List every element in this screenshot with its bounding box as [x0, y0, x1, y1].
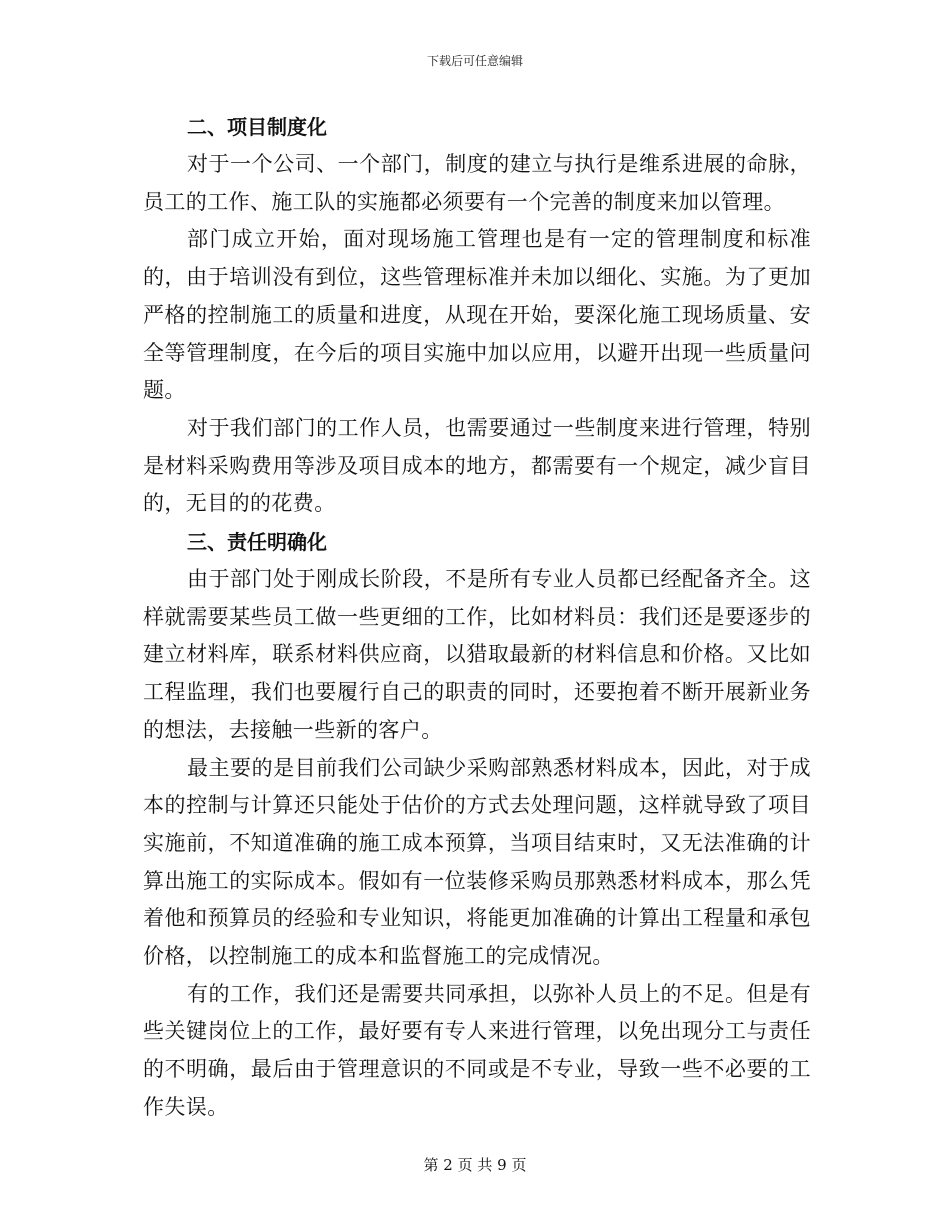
paragraph: 最主要的是目前我们公司缺少采购部熟悉材料成本，因此，对于成本的控制与计算还只能处于估价的方式去处理问题，这样就导致了项目实施前，不知道准确的施工成本预算，当项目结束时，又无法准确的计算出施工的实际成本。假如有一位装修采购员那熟悉材料成本，那么凭着他和预算员的经验和专业知识，将能更加准确的计算出工程量和承包价格，以控制施工的成本和监督施工的完成情况。	[143, 755, 811, 969]
paragraph: 有的工作，我们还是需要共同承担，以弥补人员上的不足。但是有些关键岗位上的工作，最好要有专人来进行管理，以免出现分工与责任的不明确，最后由于管理意识的不同或是不专业，导致一些不必要的工作失误。	[143, 981, 811, 1119]
section-heading: 三、责任明确化	[187, 530, 327, 555]
paragraph: 对于一个公司、一个部门，制度的建立与执行是维系进展的命脉，员工的工作、施工队的实施都必须要有一个完善的制度来加以管理。	[143, 152, 811, 214]
document-body	[143, 108, 811, 1127]
section-heading: 二、项目制度化	[187, 115, 327, 139]
page-number-footer: 第 2 页 共 9 页	[423, 1156, 527, 1174]
section-responsibility	[143, 523, 811, 1127]
header-note: 下载后可任意编辑	[426, 54, 523, 68]
section-project-system	[143, 108, 811, 523]
paragraph: 由于部门处于刚成长阶段，不是所有专业人员都已经配备齐全。这样就需要某些员工做一些更细的工作，比如材料员：我们还是要逐步的建立材料库，联系材料供应商，以猎取最新的材料信息和价格。又比如工程监理，我们也要履行自己的职责的同时，还要抱着不断开展新业务的想法，去接触一些新的客户。	[143, 567, 811, 742]
paragraph: 部门成立开始，面对现场施工管理也是有一定的管理制度和标准的，由于培训没有到位，这些管理标准并未加以细化、实施。为了更加严格的控制施工的质量和进度，从现在开始，要深化施工现场质量、安全等管理制度，在今后的项目实施中加以应用，以避开出现一些质量问题。	[143, 227, 811, 403]
paragraph: 对于我们部门的工作人员，也需要通过一些制度来进行管理，特别是材料采购费用等涉及项目成本的地方，都需要有一个规定，减少盲目的，无目的的花费。	[143, 415, 811, 516]
